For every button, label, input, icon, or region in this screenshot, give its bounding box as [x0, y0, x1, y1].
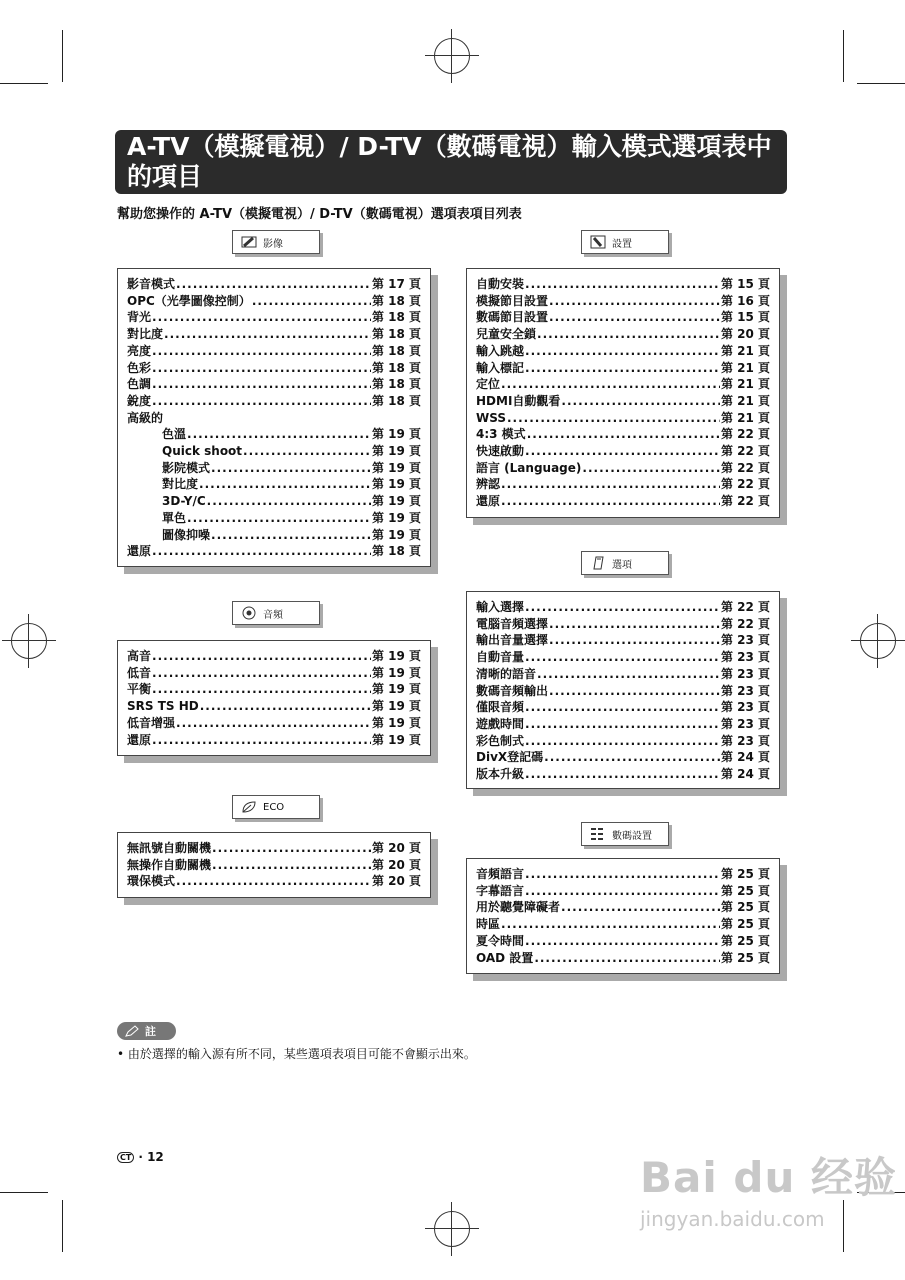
- dot-leader: [525, 883, 720, 900]
- item-label: 環保模式: [127, 874, 176, 889]
- item-page: 第 23 頁: [720, 733, 770, 748]
- item-label: 輸入標記: [476, 360, 525, 375]
- item-page: 第 18 頁: [371, 293, 421, 308]
- menu-list-item: [476, 766, 770, 783]
- dot-leader: [525, 866, 720, 883]
- menu-list-item: [127, 873, 421, 890]
- item-page: 第 19 頁: [371, 649, 421, 663]
- watermark: [640, 1145, 897, 1231]
- menu-list-item: [127, 326, 421, 343]
- dot-leader: [549, 683, 720, 700]
- registration-mark: [434, 1211, 470, 1247]
- menu-list-item: [127, 476, 421, 493]
- menu-list-item: [476, 950, 770, 967]
- tab-setup: [581, 230, 669, 254]
- item-label: 還原: [476, 494, 501, 509]
- menu-list-item: [127, 343, 421, 360]
- picture-menu-list: [117, 268, 431, 567]
- dot-leader: [152, 376, 371, 393]
- item-page: 第 19 頁: [371, 460, 421, 475]
- item-label: 低音增强: [127, 715, 176, 730]
- item-label: 無操作自動關機: [127, 857, 212, 872]
- dot-leader: [537, 666, 720, 683]
- tab-audio: [232, 601, 320, 625]
- tab-option: [581, 551, 669, 575]
- item-page: 第 18 頁: [371, 310, 421, 325]
- item-label: 還原: [127, 544, 152, 559]
- item-page: 第 18 頁: [371, 360, 421, 375]
- menu-list-item: [127, 443, 421, 460]
- menu-list-item: [476, 360, 770, 377]
- picture-icon: [241, 236, 257, 248]
- tab-digital-setup: [581, 822, 669, 846]
- item-page: 第 25 頁: [720, 867, 770, 881]
- item-label: WSS: [476, 410, 506, 425]
- item-label: HDMI自動觀看: [476, 393, 561, 408]
- item-label: 影音模式: [127, 277, 176, 291]
- dot-leader: [525, 360, 720, 377]
- item-page: 第 19 頁: [371, 427, 421, 442]
- item-label: 遊戲時間: [476, 716, 525, 731]
- digital-setup-menu-list: [466, 858, 780, 974]
- crop-mark: [0, 83, 48, 84]
- item-label: 亮度: [127, 343, 152, 358]
- crop-mark: [0, 1192, 48, 1193]
- menu-list-item: [476, 733, 770, 750]
- item-label: 字幕語言: [476, 883, 525, 898]
- item-label: OAD 設置: [476, 950, 534, 965]
- item-label: 對比度: [162, 477, 199, 492]
- menu-list-item: [476, 326, 770, 343]
- subtitle: 幫助您操作的 A-TV（模擬電視）/ D-TV（數碼電視）選項表項目列表: [117, 207, 522, 222]
- menu-list-item: [127, 393, 421, 410]
- dot-leader: [212, 857, 371, 874]
- menu-list-item: [127, 527, 421, 544]
- item-page: 第 23 頁: [720, 633, 770, 648]
- item-page: 第 25 頁: [720, 900, 770, 915]
- dot-leader: [525, 649, 720, 666]
- item-label: 色溫: [162, 427, 187, 442]
- item-label: 模擬節目設置: [476, 293, 549, 308]
- tab-picture: [232, 230, 320, 254]
- item-label: 自動音量: [476, 650, 525, 665]
- item-page: 第 20 頁: [371, 857, 421, 872]
- dot-leader: [501, 916, 720, 933]
- item-label: DivX登記碼: [476, 750, 544, 765]
- item-label: 數碼音頻輸出: [476, 683, 549, 698]
- dot-leader: [561, 393, 720, 410]
- item-label: 高級的: [127, 410, 164, 425]
- item-page: 第 25 頁: [720, 933, 770, 948]
- item-page: 第 17 頁: [371, 277, 421, 291]
- item-page: 第 19 頁: [371, 715, 421, 730]
- dot-leader: [152, 732, 371, 749]
- item-page: 第 19 頁: [371, 527, 421, 542]
- item-page: 第 21 頁: [720, 343, 770, 358]
- item-page: 第 18 頁: [371, 343, 421, 358]
- item-page: 第 19 頁: [371, 665, 421, 680]
- dot-leader: [549, 632, 720, 649]
- crop-mark: [843, 30, 844, 82]
- item-label: 音頻語言: [476, 867, 525, 881]
- tab-label: 音頻: [263, 609, 283, 621]
- item-label: 銳度: [127, 393, 152, 408]
- audio-menu-list: [117, 640, 431, 756]
- dot-leader: [152, 393, 371, 410]
- menu-list-item: [127, 276, 421, 293]
- dot-leader: [199, 476, 371, 493]
- item-page: 第 23 頁: [720, 683, 770, 698]
- item-page: 第 18 頁: [371, 393, 421, 408]
- item-label: 3D-Y/C: [162, 494, 206, 509]
- item-page: 第 21 頁: [720, 393, 770, 408]
- item-label: 定位: [476, 377, 501, 392]
- dot-leader: [525, 343, 720, 360]
- item-page: 第 20 頁: [720, 327, 770, 342]
- dot-leader: [200, 698, 371, 715]
- item-label: 兒童安全鎖: [476, 327, 537, 342]
- watermark-brand: Bai du 经验: [640, 1153, 897, 1202]
- menu-list-item: [476, 599, 770, 616]
- menu-list-item: [127, 460, 421, 477]
- crop-mark: [857, 83, 905, 84]
- item-page: 第 25 頁: [720, 883, 770, 898]
- dot-leader: [211, 460, 371, 477]
- item-page: 第 19 頁: [371, 510, 421, 525]
- dot-leader: [549, 309, 720, 326]
- digital-setup-icon: [590, 826, 606, 842]
- item-page: 第 18 頁: [371, 327, 421, 342]
- menu-list-item: [127, 493, 421, 510]
- item-label: 單色: [162, 510, 187, 525]
- menu-list-item: [476, 276, 770, 293]
- item-page: 第 19 頁: [371, 682, 421, 697]
- item-label: 輸出音量選擇: [476, 633, 549, 648]
- item-label: 色調: [127, 377, 152, 392]
- item-label: SRS TS HD: [127, 699, 199, 714]
- item-label: 彩色制式: [476, 733, 525, 748]
- note-badge-label: 註: [145, 1025, 156, 1038]
- dot-leader: [527, 426, 720, 443]
- menu-list-item: [127, 360, 421, 377]
- item-page: 第 16 頁: [720, 293, 770, 308]
- dot-leader: [525, 733, 720, 750]
- menu-list-item: [476, 293, 770, 310]
- menu-list-item: [127, 648, 421, 665]
- menu-list-item: [476, 899, 770, 916]
- item-label: 還原: [127, 732, 152, 747]
- item-label: 圖像抑噪: [162, 527, 211, 542]
- item-label: 對比度: [127, 327, 164, 342]
- dot-leader: [152, 681, 371, 698]
- item-label: 色彩: [127, 360, 152, 375]
- menu-list-item: [127, 681, 421, 698]
- item-label: 辨認: [476, 477, 501, 492]
- menu-list-item: [476, 699, 770, 716]
- dot-leader: [561, 899, 720, 916]
- menu-list-item: [476, 410, 770, 427]
- dot-leader: [176, 873, 371, 890]
- dot-leader: [525, 716, 720, 733]
- dot-leader: [152, 343, 371, 360]
- item-page: 第 18 頁: [371, 377, 421, 392]
- item-page: 第 24 頁: [720, 767, 770, 782]
- leaf-icon: [241, 800, 257, 814]
- item-label: 時區: [476, 917, 501, 932]
- menu-list-item: [476, 426, 770, 443]
- pencil-icon: [125, 1025, 139, 1037]
- item-page: 第 23 頁: [720, 700, 770, 715]
- dot-leader: [176, 276, 371, 293]
- item-label: 輸入跳越: [476, 343, 525, 358]
- dot-leader: [207, 493, 371, 510]
- menu-list-item: [476, 443, 770, 460]
- tab-label: 影像: [263, 238, 283, 250]
- dot-leader: [152, 543, 371, 560]
- item-label: 無訊號自動關機: [127, 841, 212, 855]
- speaker-icon: [241, 606, 257, 620]
- tab-eco: [232, 795, 320, 819]
- eco-menu-list: [117, 832, 431, 898]
- note-text: • 由於選擇的輸入源有所不同，某些選項表項目可能不會顯示出來。: [117, 1047, 476, 1061]
- menu-list-item: [476, 632, 770, 649]
- dot-leader: [187, 510, 371, 527]
- item-label: 快速啟動: [476, 444, 525, 459]
- item-label: 數碼節目設置: [476, 310, 549, 325]
- item-page: 第 18 頁: [371, 544, 421, 559]
- item-page: 第 22 頁: [720, 444, 770, 459]
- item-label: 背光: [127, 310, 152, 325]
- dot-leader: [152, 309, 371, 326]
- menu-list-item: [476, 933, 770, 950]
- item-page: 第 22 頁: [720, 477, 770, 492]
- item-label: 4:3 模式: [476, 427, 526, 442]
- dot-leader: [525, 443, 720, 460]
- wrench-icon: [590, 235, 606, 249]
- item-label: 輸入選擇: [476, 600, 525, 614]
- item-page: 第 25 頁: [720, 917, 770, 932]
- watermark-url: jingyan.baidu.com: [640, 1207, 825, 1231]
- dot-leader: [176, 715, 371, 732]
- item-page: 第 22 頁: [720, 427, 770, 442]
- item-label: 電腦音頻選擇: [476, 616, 549, 631]
- item-page: 第 19 頁: [371, 477, 421, 492]
- dot-leader: [507, 410, 720, 427]
- tab-label: ECO: [263, 801, 285, 813]
- dot-leader: [501, 376, 720, 393]
- item-page: 第 22 頁: [720, 460, 770, 475]
- item-label: OPC（光學圖像控制）: [127, 293, 251, 308]
- tab-label: 設置: [612, 238, 632, 250]
- item-label: 清晰的語音: [476, 666, 537, 681]
- menu-list-item: [127, 732, 421, 749]
- option-icon: [590, 556, 606, 570]
- menu-list-item: [127, 715, 421, 732]
- dot-leader: [212, 840, 371, 857]
- dot-leader: [582, 460, 720, 477]
- menu-list-item: [476, 749, 770, 766]
- item-page: 第 21 頁: [720, 410, 770, 425]
- dot-leader: [187, 426, 371, 443]
- page-title: A-TV（模擬電視）/ D-TV（數碼電視）輸入模式選項表中的項目: [115, 130, 787, 194]
- item-label: 影院模式: [162, 460, 211, 475]
- item-page: 第 22 頁: [720, 494, 770, 509]
- dot-leader: [525, 766, 720, 783]
- item-page: 第 19 頁: [371, 732, 421, 747]
- item-label: 僅限音頻: [476, 700, 525, 715]
- dot-leader: [525, 933, 720, 950]
- registration-mark: [434, 38, 470, 74]
- dot-leader: [544, 749, 720, 766]
- crop-mark: [62, 30, 63, 82]
- item-page: 第 15 頁: [720, 310, 770, 325]
- item-page: 第 19 頁: [371, 494, 421, 509]
- menu-list-item: [127, 293, 421, 310]
- dot-leader: [534, 950, 720, 967]
- menu-list-item: [127, 543, 421, 560]
- dot-leader: [152, 360, 371, 377]
- item-page: 第 21 頁: [720, 377, 770, 392]
- menu-list-item: [127, 426, 421, 443]
- tab-label: 選項: [612, 559, 632, 571]
- menu-list-item: [476, 716, 770, 733]
- item-page: 第 24 頁: [720, 750, 770, 765]
- item-page: 第 22 頁: [720, 600, 770, 614]
- dot-leader: [525, 599, 720, 616]
- menu-list-item: [127, 840, 421, 857]
- item-label: 語言 (Language): [476, 460, 582, 475]
- menu-list-item: [476, 376, 770, 393]
- item-label: Quick shoot: [162, 444, 243, 459]
- dot-leader: [501, 476, 720, 493]
- item-page: 第 20 頁: [371, 874, 421, 889]
- item-label: 版本升級: [476, 767, 525, 782]
- dot-leader: [252, 293, 371, 310]
- menu-list-item: [476, 616, 770, 633]
- item-page: 第 15 頁: [720, 277, 770, 291]
- menu-list-item: [127, 857, 421, 874]
- item-page: 第 21 頁: [720, 360, 770, 375]
- dot-leader: [243, 443, 371, 460]
- item-label: 低音: [127, 665, 152, 680]
- option-menu-list: [466, 591, 780, 789]
- registration-mark: [860, 623, 896, 659]
- menu-list-item: [476, 666, 770, 683]
- crop-mark: [62, 1200, 63, 1252]
- item-label: 自動安裝: [476, 277, 525, 291]
- dot-leader: [525, 699, 720, 716]
- menu-list-item: [476, 476, 770, 493]
- menu-list-item: [127, 410, 421, 427]
- menu-list-item: [127, 309, 421, 326]
- item-page: 第 20 頁: [371, 841, 421, 855]
- item-page: 第 19 頁: [371, 444, 421, 459]
- item-page: 第 23 頁: [720, 666, 770, 681]
- menu-list-item: [476, 493, 770, 510]
- dot-leader: [501, 493, 720, 510]
- item-page: 第 22 頁: [720, 616, 770, 631]
- note-badge: [117, 1022, 176, 1040]
- menu-list-item: [127, 376, 421, 393]
- item-label: 高音: [127, 649, 152, 663]
- item-page: 第 23 頁: [720, 650, 770, 665]
- menu-list-item: [127, 698, 421, 715]
- dot-leader: [164, 326, 371, 343]
- ct-mark: CT: [117, 1152, 134, 1163]
- menu-list-item: [127, 665, 421, 682]
- menu-list-item: [476, 309, 770, 326]
- dot-leader: [152, 665, 371, 682]
- page-number-label: · 12: [138, 1150, 164, 1164]
- menu-list-item: [476, 460, 770, 477]
- item-label: 用於聽覺障礙者: [476, 900, 561, 915]
- item-page: 第 19 頁: [371, 699, 421, 714]
- item-page: 第 25 頁: [720, 950, 770, 965]
- page-number: [117, 1150, 164, 1164]
- dot-leader: [525, 276, 720, 293]
- dot-leader: [537, 326, 720, 343]
- menu-list-item: [476, 916, 770, 933]
- menu-list-item: [476, 683, 770, 700]
- registration-mark: [11, 623, 47, 659]
- dot-leader: [211, 527, 371, 544]
- menu-list-item: [476, 343, 770, 360]
- tab-label: 數碼設置: [612, 830, 652, 842]
- menu-list-item: [476, 883, 770, 900]
- dot-leader: [549, 616, 720, 633]
- item-label: 夏令時間: [476, 933, 525, 948]
- setup-menu-list: [466, 268, 780, 518]
- menu-list-item: [476, 393, 770, 410]
- menu-list-item: [127, 510, 421, 527]
- item-page: 第 23 頁: [720, 716, 770, 731]
- menu-list-item: [476, 866, 770, 883]
- menu-list-item: [476, 649, 770, 666]
- dot-leader: [549, 293, 720, 310]
- item-label: 平衡: [127, 682, 152, 697]
- dot-leader: [152, 648, 371, 665]
